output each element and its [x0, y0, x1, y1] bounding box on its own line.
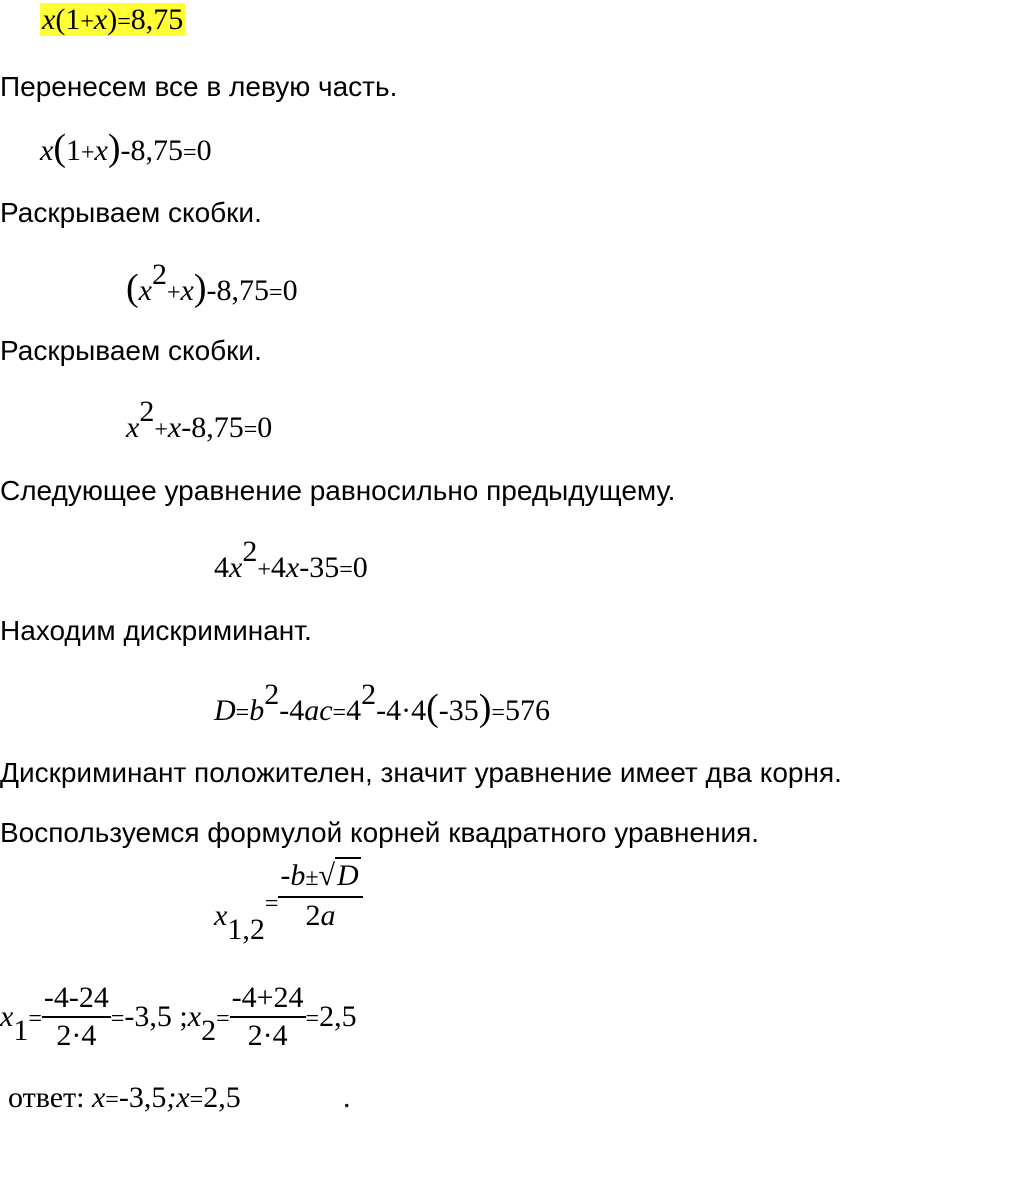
- highlight: x(1+x)=8,75: [42, 3, 184, 36]
- equation-4: x2+x-8,75=0: [126, 395, 273, 444]
- answer: ответ: x=-3,5;x=2,5: [8, 1081, 241, 1114]
- fraction: $\frac{-4+24}{2\cdot 4}$: [231, 981, 304, 1052]
- equation-1: [40, 0, 185, 42]
- answer-trailing-dot: .: [343, 1081, 351, 1114]
- step-text-3: Раскрываем скобки.: [0, 335, 262, 366]
- equation-5: 4x2+4x-35=0: [214, 535, 368, 584]
- fraction: $\frac{-b\pm√D}{2a}$: [278, 858, 362, 934]
- equation-6-discriminant: D=b2-4ac=42-4·4(-35)=576: [214, 678, 550, 729]
- step-text-2: Раскрываем скобки.: [0, 197, 262, 228]
- fraction: $\frac{-4-24}{2\cdot 4}$: [43, 981, 109, 1052]
- step-text-4: Следующее уравнение равносильно предыдущему.: [0, 475, 676, 506]
- step-text-6: Дискриминант положителен, значит уравнение имеет два корня.: [0, 757, 842, 788]
- step-text-1: Перенесем все в левую часть.: [0, 71, 398, 102]
- equation-2: x(1+x)-8,75=0: [40, 127, 212, 169]
- equation-8-roots: x1= $\frac{-4-24}{2\cdot 4}$ =-3,5 ;x2= $\frac{-4+24}{2\cdot 4}$ =2,5: [0, 981, 357, 1052]
- step-text-5: Находим дискриминант.: [0, 615, 312, 646]
- step-text-7: Воспользуемся формулой корней квадратного уравнения.: [0, 817, 760, 848]
- equation-3: (x2+x)-8,75=0: [126, 258, 298, 309]
- equation-7-roots-formula: x1,2= $\frac{-b\pm√D}{2a}$: [214, 880, 363, 956]
